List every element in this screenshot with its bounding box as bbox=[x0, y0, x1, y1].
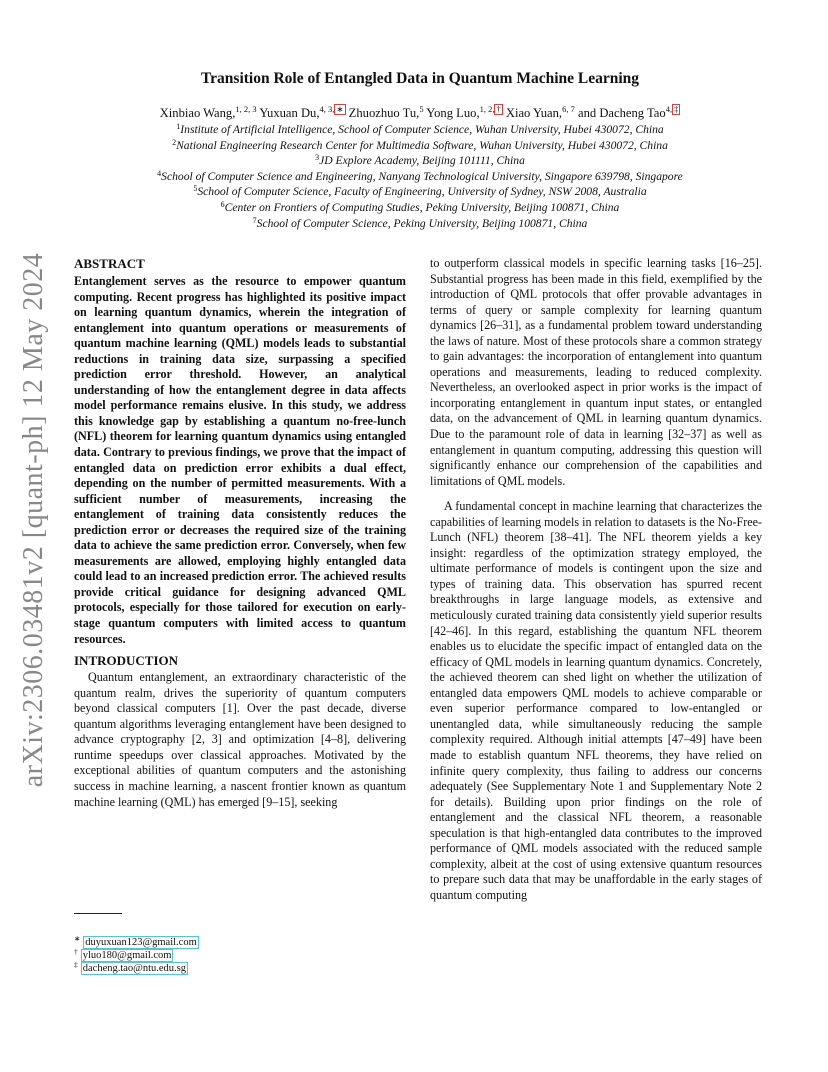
email-link[interactable]: yluo180@gmail.com bbox=[82, 949, 172, 961]
email-link[interactable]: duyuxuan123@gmail.com bbox=[85, 937, 197, 948]
affiliation: $^7$School of Computer Science, Peking University, Beijing 100871, China bbox=[252, 215, 588, 230]
introduction-paragraph: Quantum entanglement, an extraordinary characteristic of the quantum realm, drives the superiority of quantum computers beyond classical computers [1]. Over the past decade, diverse quantum algorithms leveraging entanglement have been designed to advance cryptography [2, 3] and optimization [4–8], delivering runtime speedups over classical approaches. Motivated by the exceptional abilities of quantum computers and the astonishing success in machine learning, a nascent frontier known as quantum machine learning (QML) has emerged [9–15], seeking bbox=[74, 670, 406, 809]
author: Xiao Yuan,$^{6, 7}$ bbox=[505, 104, 575, 120]
affiliation: $^5$School of Computer Science, Faculty of Engineering, University of Sydney, NSW 2008, Australia bbox=[193, 184, 647, 199]
abstract-text: Entanglement serves as the resource to empower quantum computing. Recent progress has highlighted its positive impact on learning quantum dynamics, wherein the integration of entanglement into quantum operations or measurements of quantum machine learning (QML) models leads to substantial reductions in training data size, surpassing a specified prediction error threshold. However, an analytical understanding of how the entanglement degree in data affects model performance remains elusive. In this study, we address this knowledge gap by establishing a quantum no-free-lunch (NFL) theorem for learning quantum dynamics using entangled data. Contrary to previous findings, we prove that the impact of entangled data on prediction error exhibits a dual effect, depending on the number of permitted measurements. With a sufficient number of measurements, increasing the entanglement of training data consistently reduces the prediction error or decreases the required size of the training data to achieve the same prediction error. Conversely, when few measurements are allowed, employing highly entangled data could lead to an increased prediction error. The achieved results provide critical guidance for designing advanced QML protocols, especially for those tailored for execution on early-stage quantum computers with limited access to quantum resources. bbox=[74, 274, 406, 646]
footnote: ∗ duyuxuan123@gmail.com bbox=[74, 934, 197, 948]
arxiv-identifier[interactable]: arXiv:2306.03481v2 [quant-ph] 12 May 2024 bbox=[18, 252, 49, 788]
right-column bbox=[430, 256, 762, 903]
introduction-heading: INTRODUCTION bbox=[74, 653, 179, 669]
author: Yong Luo,$^{1, 2,}$ † bbox=[426, 104, 501, 120]
email-link[interactable]: dacheng.tao@ntu.edu.sg bbox=[82, 962, 187, 974]
affiliation: $^4$School of Computer Science and Engineering, Nanyang Technological University, Singapore 639798, Singapore bbox=[157, 168, 683, 183]
affiliation: $^6$Center on Frontiers of Computing Studies, Peking University, Beijing 100871, China bbox=[220, 199, 620, 214]
footnote-link[interactable]: † bbox=[496, 104, 501, 114]
left-column bbox=[74, 256, 406, 810]
footnote: † yluo180@gmail.com bbox=[74, 946, 172, 961]
footnote: ‡ dacheng.tao@ntu.edu.sg bbox=[74, 959, 187, 974]
author: and Dacheng Tao$^{4,}$ ‡ bbox=[577, 104, 679, 120]
abstract-heading: ABSTRACT bbox=[74, 256, 145, 271]
affiliation-list bbox=[60, 122, 780, 231]
footnote-link[interactable]: ∗ bbox=[336, 104, 344, 114]
body-paragraph: A fundamental concept in machine learning that characterizes the capabilities of learning models in relation to datasets is the No-Free-Lunch (NFL) theorem [38–41]. The NFL theorem yields a key insight: regardless of the optimization strategy employed, the ultimate performance of models is contingent upon the size and types of training data. This observation has spurred recent breakthroughs in large language models, as extensive and meticulously curated training data consistently yield superior results [42–46]. In this regard, establishing the quantum NFL theorem enables us to elucidate the specific impact of entangled data on the efficacy of QML models in learning quantum dynamics. Concretely, the achieved theorem can shed light on whether the utilization of entangled data empowers QML models to achieve comparable or even superior performance compared to low-entangled or unentangled data, while simultaneously reducing the sample complexity required. Although initial attempts [47–49] have been made to establish quantum NFL theorems, they have relied on infinite query complexity, thus failing to address our concerns adequately (See Supplementary Note 1 and Supplementary Note 2 for details). Building upon prior findings on the role of entanglement and the classical NFL theorem, a reasonable speculation is that high-entangled data contributes to the improved performance of QML models associated with the reduced sample complexity, albeit at the cost of using extensive quantum resources to prepare such data that may be unaffordable in the early stages of quantum computing bbox=[430, 499, 762, 902]
arxiv-stamp bbox=[10, 252, 58, 788]
paper-title: Transition Role of Entangled Data in Quantum Machine Learning bbox=[200, 70, 640, 87]
author-list bbox=[70, 104, 770, 121]
body-paragraph: to outperform classical models in specific learning tasks [16–25]. Substantial progress has been made in this field, exemplified by the introduction of QML protocols that offer provable advantages in terms of query or sample complexity for learning quantum dynamics [26–31], as a fundamental problem toward understanding the laws of nature. Most of these protocols share a common strategy to gain advantages: the incorporation of entanglement into quantum operations and measurements, leading to reduced complexity. Nevertheless, an overlooked aspect in prior works is the impact of incorporating entanglement in quantum input states, or entangled data, on the advancement of QML in learning quantum dynamics. Due to the paramount role of data in learning [32–37] as well as entanglement in quantum computing, addressing this question will significantly enhance our comprehension of the capabilities and limitations of QML models. bbox=[430, 256, 762, 488]
footnote-divider bbox=[74, 913, 122, 914]
affiliation: $^3$JD Explore Academy, Beijing 101111, China bbox=[315, 153, 525, 168]
affiliation: $^2$National Engineering Research Center for Multimedia Software, Wuhan University, Hubei 430072, China bbox=[172, 137, 668, 152]
author: Yuxuan Du,$^{4, 3,}$ ∗ bbox=[259, 104, 344, 120]
footnote-link[interactable]: ‡ bbox=[674, 104, 679, 114]
affiliation: $^1$Institute of Artificial Intelligence, School of Computer Science, Wuhan University, Hubei 430072, China bbox=[176, 122, 664, 136]
footnotes bbox=[74, 934, 199, 975]
author: Xinbiao Wang,$^{1, 2, 3}$ bbox=[159, 104, 257, 120]
author: Zhuozhuo Tu,$^5$ bbox=[348, 104, 424, 120]
